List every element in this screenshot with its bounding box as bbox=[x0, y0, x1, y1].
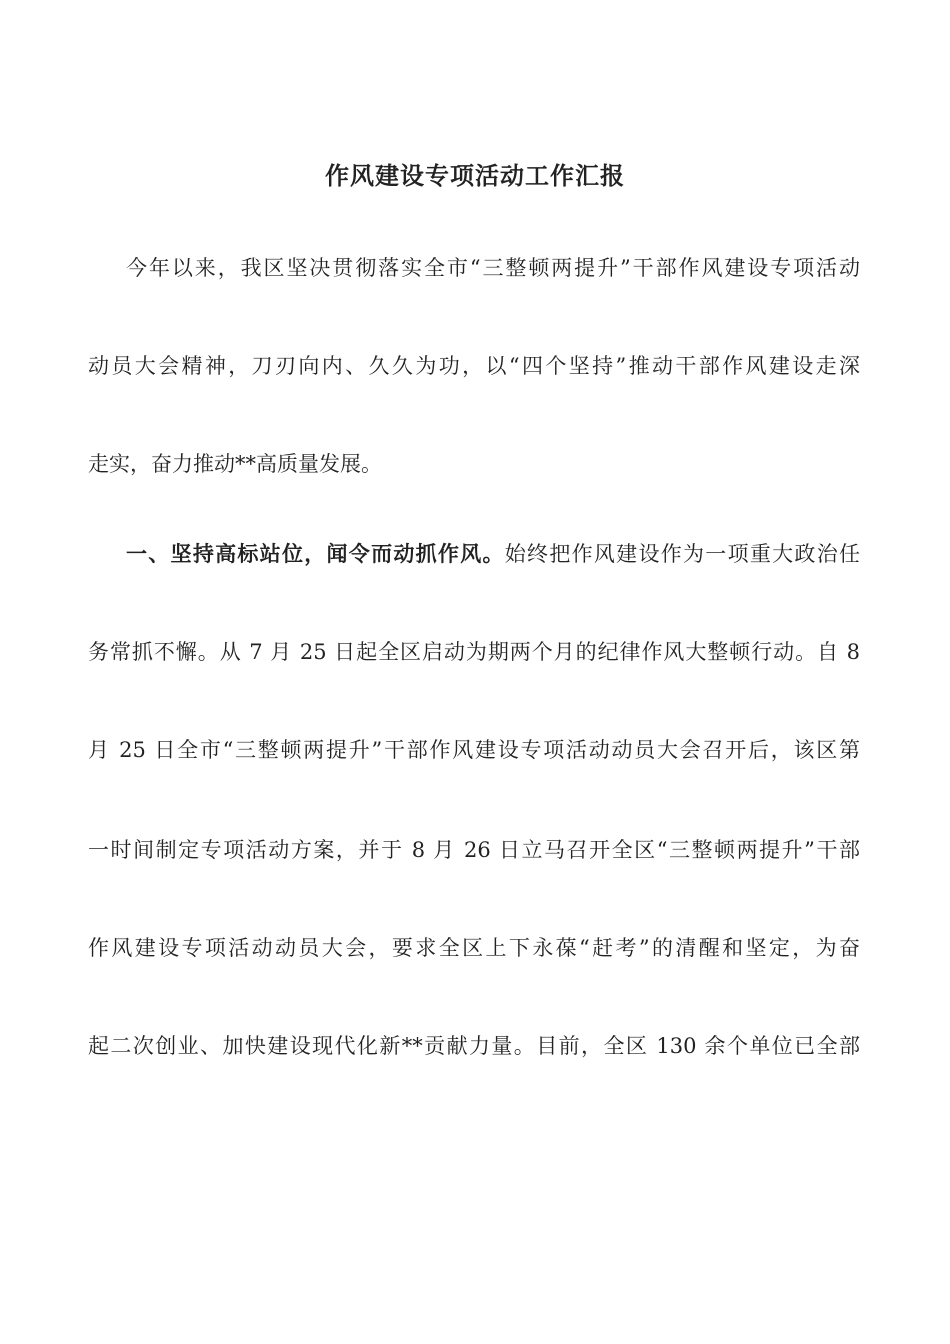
paragraph-2-line-3: 月 25 日全市“三整顿两提升”干部作风建设专项活动动员大会召开后，该区第 bbox=[88, 738, 860, 762]
paragraph-2-line-2: 务常抓不懈。从 7 月 25 日起全区启动为期两个月的纪律作风大整顿行动。自 8 bbox=[88, 640, 860, 664]
paragraph-2-line-4: 一时间制定专项活动方案，并于 8 月 26 日立马召开全区“三整顿两提升”干部 bbox=[88, 838, 860, 862]
paragraph-1-line-2: 动员大会精神，刀刃向内、久久为功，以“四个坚持”推动干部作风建设走深 bbox=[88, 354, 860, 378]
document-title: 作风建设专项活动工作汇报 bbox=[325, 161, 625, 190]
paragraph-2-line-6: 起二次创业、加快建设现代化新**贡献力量。目前，全区 130 余个单位已全部 bbox=[88, 1034, 860, 1058]
section-heading: 一、坚持高标站位，闻令而动抓作风。 bbox=[126, 541, 505, 566]
paragraph-2-line-1 bbox=[126, 539, 860, 569]
paragraph-1-line-1: 今年以来，我区坚决贯彻落实全市“三整顿两提升”干部作风建设专项活动 bbox=[126, 256, 860, 280]
paragraph-1-line-3: 走实，奋力推动**高质量发展。 bbox=[88, 452, 382, 476]
paragraph-2-line-5: 作风建设专项活动动员大会，要求全区上下永葆“赶考”的清醒和坚定，为奋 bbox=[88, 936, 860, 960]
paragraph-2-line-1-text: 始终把作风建设作为一项重大政治任 bbox=[504, 542, 860, 566]
